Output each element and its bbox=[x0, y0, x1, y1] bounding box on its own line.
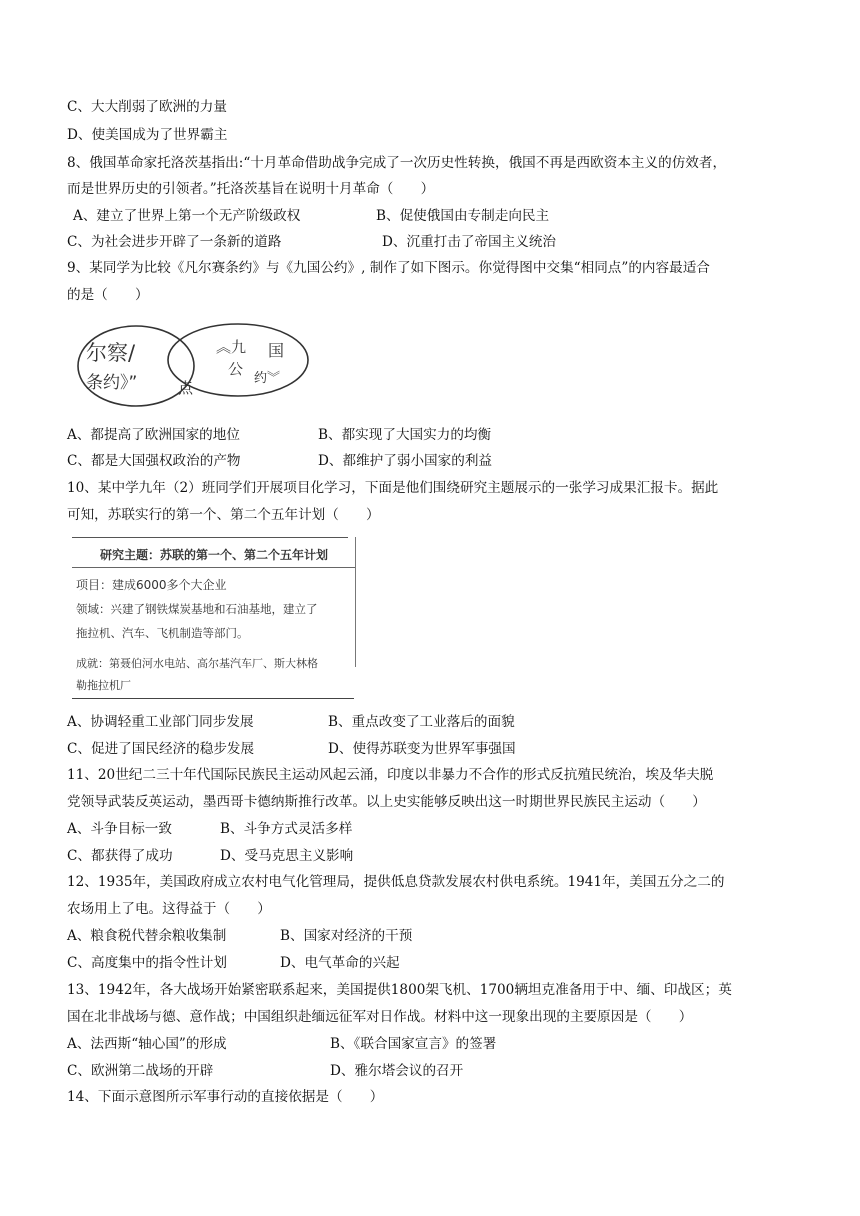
venn-left-circle bbox=[78, 326, 194, 406]
q9-option-a: A、都提高了欧洲国家的地位 bbox=[67, 427, 240, 443]
q10-option-a: A、协调轻重工业部门同步发展 bbox=[67, 714, 254, 730]
q11-option-b: B、斗争方式灵活多样 bbox=[220, 821, 353, 837]
q10-option-d: D、使得苏联变为世界军事强国 bbox=[328, 741, 516, 757]
venn-right-text-1: ︽九 bbox=[216, 338, 247, 356]
venn-right-text-2: 国 bbox=[268, 341, 285, 360]
venn-left-text-2: 条约》” bbox=[86, 373, 138, 393]
card-rule-top bbox=[72, 537, 348, 538]
q9-option-b: B、都实现了大国实力的均衡 bbox=[318, 427, 492, 443]
venn-diagram bbox=[72, 318, 312, 412]
q14-stem-line-1: 14、下面示意图所示军事行动的直接依据是（ ） bbox=[67, 1089, 384, 1105]
q11-option-c: C、都获得了成功 bbox=[67, 848, 173, 864]
q13-option-a: A、法西斯“轴心国”的形成 bbox=[67, 1036, 227, 1052]
venn-center-text: 点 bbox=[178, 379, 194, 397]
q13-option-b: B、《联合国家宣言》的签署 bbox=[330, 1036, 497, 1052]
card-result-line-1: 成就：第聂伯河水电站、高尔基汽车厂、斯大林格 bbox=[76, 657, 318, 670]
q7-option-d: D、使美国成为了世界霸主 bbox=[67, 127, 228, 143]
q8-option-c: C、为社会进步开辟了一条新的道路 bbox=[67, 234, 282, 250]
card-item: 项目：建成6000多个大企业 bbox=[76, 578, 227, 592]
venn-left-text-1: 尔察/ bbox=[86, 341, 136, 365]
card-title: 研究主题：苏联的第一个、第二个五年计划 bbox=[100, 548, 329, 562]
q13-stem-line-2: 国在北非战场与德、意作战；中国组织赴缅远征军对日作战。材料中这一现象出现的主要原因是（ ） bbox=[67, 1009, 693, 1025]
card-rule-middle bbox=[72, 567, 356, 568]
card-field-line-2: 拖拉机、汽车、飞机制造等部门。 bbox=[76, 626, 249, 640]
venn-right-text-3: 公 bbox=[228, 360, 244, 378]
q9-stem-line-2: 的是（ ） bbox=[67, 287, 149, 303]
card-rule-side bbox=[355, 537, 356, 667]
q8-stem-line-1: 8、俄国革命家托洛茨基指出:“十月革命借助战争完成了一次历史性转换，俄国不再是西欧资本主义的仿效者， bbox=[67, 155, 727, 171]
q11-stem-line-2: 党领导武装反英运动，墨西哥卡德纳斯推行改革。以上史实能够反映出这一时期世界民族民主运动（ ） bbox=[67, 794, 706, 810]
q11-stem-line-1: 11、20世纪二三十年代国际民族民主运动风起云涌，印度以非暴力不合作的形式反抗殖民统治，埃及华夫脱 bbox=[67, 767, 714, 783]
q12-option-b: B、国家对经济的干预 bbox=[280, 928, 413, 944]
q8-stem-line-2: 而是世界历史的引领者。”托洛茨基旨在说明十月革命（ ） bbox=[67, 181, 435, 197]
q10-stem-line-2: 可知，苏联实行的第一个、第二个五年计划（ ） bbox=[67, 507, 380, 523]
q10-option-b: B、重点改变了工业落后的面貌 bbox=[328, 714, 515, 730]
q12-option-c: C、高度集中的指令性计划 bbox=[67, 955, 227, 971]
q9-stem-line-1: 9、某同学为比较《凡尔赛条约》与《九国公约》, 制作了如下图示。你觉得图中交集“相同点”的内容最适合 bbox=[67, 260, 710, 276]
venn-right-text-4: 约︾ bbox=[254, 371, 281, 386]
q12-stem-line-1: 12、1935年，美国政府成立农村电气化管理局，提供低息贷款发展农村供电系统。1941年，美国五分之二的 bbox=[67, 874, 725, 890]
q8-option-b: B、促使俄国由专制走向民主 bbox=[376, 208, 550, 224]
q12-option-d: D、电气革命的兴起 bbox=[280, 955, 400, 971]
q13-option-d: D、雅尔塔会议的召开 bbox=[330, 1063, 464, 1079]
q9-option-c: C、都是大国强权政治的产物 bbox=[67, 453, 241, 469]
q13-stem-line-1: 13、1942年，各大战场开始紧密联系起来，美国提供1800架飞机、1700辆坦克准备用于中、缅、印战区；英 bbox=[67, 982, 732, 998]
q12-option-a: A、粮食税代替余粮收集制 bbox=[67, 928, 227, 944]
q10-option-c: C、促进了国民经济的稳步发展 bbox=[67, 741, 255, 757]
q7-option-c: C、大大削弱了欧洲的力量 bbox=[67, 99, 227, 115]
q13-option-c: C、欧洲第二战场的开辟 bbox=[67, 1063, 214, 1079]
q8-option-d: D、沉重打击了帝国主义统治 bbox=[382, 234, 557, 250]
q10-stem-line-1: 10、某中学九年（2）班同学们开展项目化学习，下面是他们围绕研究主题展示的一张学习成果汇报卡。据此 bbox=[67, 480, 719, 496]
q11-option-d: D、受马克思主义影响 bbox=[220, 848, 354, 864]
q12-stem-line-2: 农场用上了电。这得益于（ ） bbox=[67, 901, 271, 917]
q11-option-a: A、斗争目标一致 bbox=[67, 821, 172, 837]
q9-option-d: D、都维护了弱小国家的利益 bbox=[318, 453, 493, 469]
card-field-line-1: 领域：兴建了钢铁煤炭基地和石油基地，建立了 bbox=[76, 602, 318, 616]
card-result-line-2: 勒拖拉机厂 bbox=[76, 679, 131, 692]
q8-option-a: A、建立了世界上第一个无产阶级政权 bbox=[73, 208, 301, 224]
report-card-image bbox=[72, 537, 356, 699]
card-rule-bottom bbox=[72, 698, 354, 699]
